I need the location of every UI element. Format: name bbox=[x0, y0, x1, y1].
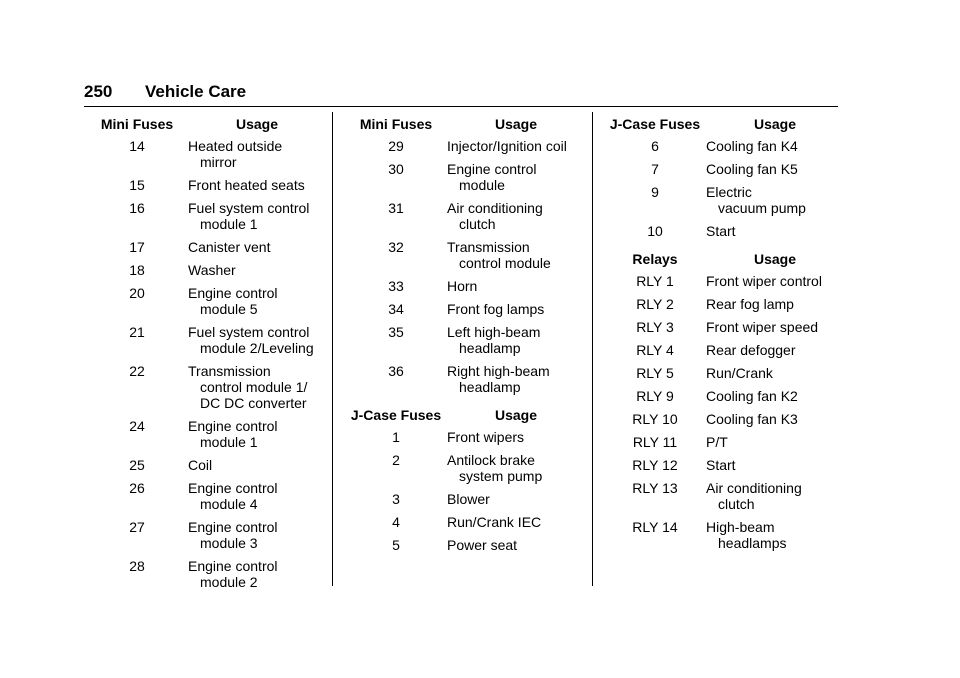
usage-line-1: Left high-beam bbox=[447, 324, 541, 340]
usage-line-1: Antilock brake bbox=[447, 452, 535, 468]
table-row bbox=[345, 363, 585, 395]
usage-line-1: Front wiper control bbox=[706, 273, 822, 289]
table-row bbox=[604, 457, 844, 473]
usage-line-1: Air conditioning bbox=[706, 480, 802, 496]
fuse-usage bbox=[447, 514, 585, 530]
fuse-id: 18 bbox=[129, 262, 145, 278]
fuse-id: RLY 14 bbox=[632, 519, 678, 535]
fuse-id: 29 bbox=[388, 138, 404, 154]
column-header-id: Relays bbox=[632, 251, 678, 267]
fuse-usage bbox=[188, 457, 326, 473]
table-row bbox=[86, 200, 326, 232]
table-row bbox=[345, 200, 585, 232]
fuse-usage bbox=[447, 239, 585, 271]
fuse-usage bbox=[447, 301, 585, 317]
column-header-id: J-Case Fuses bbox=[350, 407, 442, 423]
usage-line-1: Engine control bbox=[188, 480, 278, 496]
fuse-table bbox=[604, 116, 844, 239]
fuse-usage bbox=[447, 363, 585, 395]
usage-line-1: Electric bbox=[706, 184, 752, 200]
table-row bbox=[604, 365, 844, 381]
fuse-usage bbox=[188, 285, 326, 317]
fuse-usage bbox=[447, 491, 585, 507]
fuse-id: RLY 12 bbox=[632, 457, 678, 473]
table-row bbox=[604, 223, 844, 239]
usage-line-2: module 2 bbox=[200, 574, 258, 590]
column-3 bbox=[604, 116, 844, 558]
usage-line-2: module 5 bbox=[200, 301, 258, 317]
table-row bbox=[345, 239, 585, 271]
usage-line-1: Cooling fan K2 bbox=[706, 388, 798, 404]
usage-line-1: Engine control bbox=[447, 161, 537, 177]
fuse-id: RLY 9 bbox=[636, 388, 674, 404]
column-header-id: J-Case Fuses bbox=[609, 116, 701, 132]
usage-line-2: headlamp bbox=[459, 379, 521, 395]
usage-line-1: Run/Crank bbox=[706, 365, 773, 381]
table-row bbox=[345, 452, 585, 484]
fuse-id: 1 bbox=[392, 429, 400, 445]
fuse-usage bbox=[706, 223, 844, 239]
table-row bbox=[86, 138, 326, 170]
column-1 bbox=[86, 116, 326, 597]
usage-line-1: Heated outside bbox=[188, 138, 283, 154]
table-row bbox=[345, 537, 585, 553]
fuse-id: 10 bbox=[647, 223, 663, 239]
usage-line-1: Fuel system control bbox=[188, 324, 310, 340]
fuse-usage bbox=[447, 161, 585, 193]
fuse-id: 35 bbox=[388, 324, 404, 340]
usage-line-1: Transmission bbox=[188, 363, 271, 379]
fuse-id: 36 bbox=[388, 363, 404, 379]
usage-line-2: mirror bbox=[200, 154, 237, 170]
fuse-usage bbox=[706, 296, 844, 312]
column-header-usage: Usage bbox=[494, 116, 538, 132]
table-row bbox=[604, 388, 844, 404]
fuse-id: 28 bbox=[129, 558, 145, 574]
fuse-table bbox=[86, 116, 326, 590]
table-row bbox=[604, 519, 844, 551]
fuse-usage bbox=[706, 457, 844, 473]
usage-line-2: control module 1/ DC DC converter bbox=[200, 379, 308, 411]
column-header-usage: Usage bbox=[494, 407, 538, 423]
fuse-id: 15 bbox=[129, 177, 145, 193]
table-row bbox=[345, 278, 585, 294]
page-number: 250 bbox=[84, 82, 113, 101]
fuse-usage bbox=[706, 138, 844, 154]
usage-line-1: Air conditioning bbox=[447, 200, 543, 216]
table-row bbox=[345, 324, 585, 356]
usage-line-1: Fuel system control bbox=[188, 200, 310, 216]
table-row bbox=[604, 184, 844, 216]
fuse-usage bbox=[188, 558, 326, 590]
fuse-usage bbox=[706, 273, 844, 289]
usage-line-1: Right high-beam bbox=[447, 363, 550, 379]
table-row bbox=[604, 161, 844, 177]
fuse-usage bbox=[447, 429, 585, 445]
usage-line-1: Front heated seats bbox=[188, 177, 305, 193]
usage-line-2: control module bbox=[459, 255, 551, 271]
fuse-usage bbox=[188, 177, 326, 193]
fuse-id: 20 bbox=[129, 285, 145, 301]
fuse-id: RLY 2 bbox=[636, 296, 674, 312]
fuse-id: 5 bbox=[392, 537, 400, 553]
fuse-id: 16 bbox=[129, 200, 145, 216]
usage-line-2: clutch bbox=[718, 496, 755, 512]
fuse-id: RLY 13 bbox=[632, 480, 678, 496]
column-header-usage: Usage bbox=[753, 251, 797, 267]
fuse-id: 6 bbox=[651, 138, 659, 154]
usage-line-1: Cooling fan K4 bbox=[706, 138, 798, 154]
fuse-id: RLY 10 bbox=[632, 411, 678, 427]
usage-line-2: module 3 bbox=[200, 535, 258, 551]
fuse-id: 9 bbox=[651, 184, 659, 200]
fuse-id: 31 bbox=[388, 200, 404, 216]
table-header bbox=[86, 116, 326, 132]
table-row bbox=[86, 480, 326, 512]
fuse-table bbox=[345, 407, 585, 553]
usage-line-1: Run/Crank IEC bbox=[447, 514, 542, 530]
table-row bbox=[345, 514, 585, 530]
table-row bbox=[604, 342, 844, 358]
usage-line-2: module 1 bbox=[200, 434, 258, 450]
usage-line-1: Engine control bbox=[188, 519, 278, 535]
fuse-id: RLY 4 bbox=[636, 342, 674, 358]
fuse-usage bbox=[706, 184, 844, 216]
column-header-id: Mini Fuses bbox=[359, 116, 433, 132]
table-row bbox=[86, 239, 326, 255]
table-header bbox=[604, 251, 844, 267]
table-header bbox=[345, 407, 585, 423]
usage-line-1: Washer bbox=[188, 262, 236, 278]
fuse-id: 4 bbox=[392, 514, 400, 530]
usage-line-1: Start bbox=[706, 223, 736, 239]
usage-line-1: Front fog lamps bbox=[447, 301, 545, 317]
usage-line-1: Engine control bbox=[188, 558, 278, 574]
fuse-id: 21 bbox=[129, 324, 145, 340]
fuse-usage bbox=[447, 537, 585, 553]
column-divider bbox=[332, 112, 333, 586]
table-row bbox=[604, 434, 844, 450]
fuse-id: 25 bbox=[129, 457, 145, 473]
usage-line-1: Power seat bbox=[447, 537, 518, 553]
table-header bbox=[345, 116, 585, 132]
usage-line-2: vacuum pump bbox=[718, 200, 806, 216]
table-row bbox=[86, 262, 326, 278]
fuse-usage bbox=[188, 324, 326, 356]
usage-line-1: Front wiper speed bbox=[706, 319, 819, 335]
fuse-id: 33 bbox=[388, 278, 404, 294]
fuse-usage bbox=[188, 262, 326, 278]
fuse-usage bbox=[447, 138, 585, 154]
usage-line-1: Rear defogger bbox=[706, 342, 796, 358]
table-header bbox=[604, 116, 844, 132]
usage-line-2: module 4 bbox=[200, 496, 258, 512]
fuse-id: RLY 5 bbox=[636, 365, 674, 381]
usage-line-1: Start bbox=[706, 457, 736, 473]
page-header bbox=[84, 82, 838, 107]
table-row bbox=[86, 519, 326, 551]
table-row bbox=[86, 285, 326, 317]
table-row bbox=[86, 177, 326, 193]
fuse-usage bbox=[447, 200, 585, 232]
table-row bbox=[345, 491, 585, 507]
column-header-usage: Usage bbox=[235, 116, 279, 132]
fuse-id: 14 bbox=[129, 138, 145, 154]
table-row bbox=[86, 558, 326, 590]
table-row bbox=[604, 319, 844, 335]
fuse-id: 2 bbox=[392, 452, 400, 468]
table-row bbox=[345, 429, 585, 445]
table-row bbox=[345, 138, 585, 154]
fuse-usage bbox=[447, 324, 585, 356]
usage-line-2: module 1 bbox=[200, 216, 258, 232]
fuse-id: 32 bbox=[388, 239, 404, 255]
fuse-usage bbox=[706, 519, 844, 551]
usage-line-1: High-beam bbox=[706, 519, 775, 535]
fuse-usage bbox=[706, 319, 844, 335]
fuse-id: 22 bbox=[129, 363, 145, 379]
usage-line-1: Horn bbox=[447, 278, 478, 294]
column-2 bbox=[345, 116, 585, 560]
usage-line-1: Engine control bbox=[188, 418, 278, 434]
table-row bbox=[604, 480, 844, 512]
fuse-id: RLY 11 bbox=[632, 434, 678, 450]
table-row bbox=[604, 411, 844, 427]
usage-line-1: P/T bbox=[706, 434, 728, 450]
usage-line-2: module 2/Leveling bbox=[200, 340, 314, 356]
fuse-id: 3 bbox=[392, 491, 400, 507]
usage-line-2: headlamps bbox=[718, 535, 787, 551]
table-row bbox=[86, 363, 326, 411]
fuse-usage bbox=[188, 480, 326, 512]
fuse-table bbox=[604, 251, 844, 551]
fuse-usage bbox=[188, 418, 326, 450]
fuse-id: 17 bbox=[129, 239, 145, 255]
column-header-id: Mini Fuses bbox=[100, 116, 174, 132]
fuse-usage bbox=[706, 434, 844, 450]
fuse-usage bbox=[447, 278, 585, 294]
fuse-id: RLY 1 bbox=[636, 273, 674, 289]
usage-line-1: Rear fog lamp bbox=[706, 296, 794, 312]
table-row bbox=[345, 301, 585, 317]
usage-line-1: Engine control bbox=[188, 285, 278, 301]
usage-line-1: Front wipers bbox=[447, 429, 525, 445]
usage-line-2: headlamp bbox=[459, 340, 521, 356]
column-header-usage: Usage bbox=[753, 116, 797, 132]
fuse-usage bbox=[188, 363, 326, 411]
fuse-usage bbox=[706, 365, 844, 381]
usage-line-1: Transmission bbox=[447, 239, 530, 255]
fuse-id: RLY 3 bbox=[636, 319, 674, 335]
table-row bbox=[604, 273, 844, 289]
fuse-usage bbox=[706, 342, 844, 358]
table-row bbox=[86, 457, 326, 473]
usage-line-2: module bbox=[459, 177, 505, 193]
fuse-usage bbox=[188, 519, 326, 551]
fuse-id: 34 bbox=[388, 301, 404, 317]
table-row bbox=[604, 138, 844, 154]
fuse-id: 7 bbox=[651, 161, 659, 177]
fuse-usage bbox=[706, 388, 844, 404]
fuse-id: 24 bbox=[129, 418, 145, 434]
usage-line-2: clutch bbox=[459, 216, 496, 232]
fuse-usage bbox=[706, 411, 844, 427]
usage-line-2: system pump bbox=[459, 468, 543, 484]
fuse-usage bbox=[706, 480, 844, 512]
section-title: Vehicle Care bbox=[145, 82, 247, 101]
fuse-usage bbox=[706, 161, 844, 177]
fuse-id: 30 bbox=[388, 161, 404, 177]
table-row bbox=[604, 296, 844, 312]
usage-line-1: Cooling fan K5 bbox=[706, 161, 798, 177]
usage-line-1: Injector/Ignition coil bbox=[447, 138, 567, 154]
fuse-id: 27 bbox=[129, 519, 145, 535]
usage-line-1: Blower bbox=[447, 491, 490, 507]
table-row bbox=[345, 161, 585, 193]
fuse-usage bbox=[447, 452, 585, 484]
fuse-id: 26 bbox=[129, 480, 145, 496]
fuse-usage bbox=[188, 200, 326, 232]
usage-line-1: Coil bbox=[188, 457, 213, 473]
table-row bbox=[86, 418, 326, 450]
fuse-table bbox=[345, 116, 585, 395]
fuse-usage bbox=[188, 239, 326, 255]
usage-line-1: Cooling fan K3 bbox=[706, 411, 798, 427]
fuse-usage bbox=[188, 138, 326, 170]
usage-line-1: Canister vent bbox=[188, 239, 271, 255]
column-divider bbox=[592, 112, 593, 586]
table-row bbox=[86, 324, 326, 356]
